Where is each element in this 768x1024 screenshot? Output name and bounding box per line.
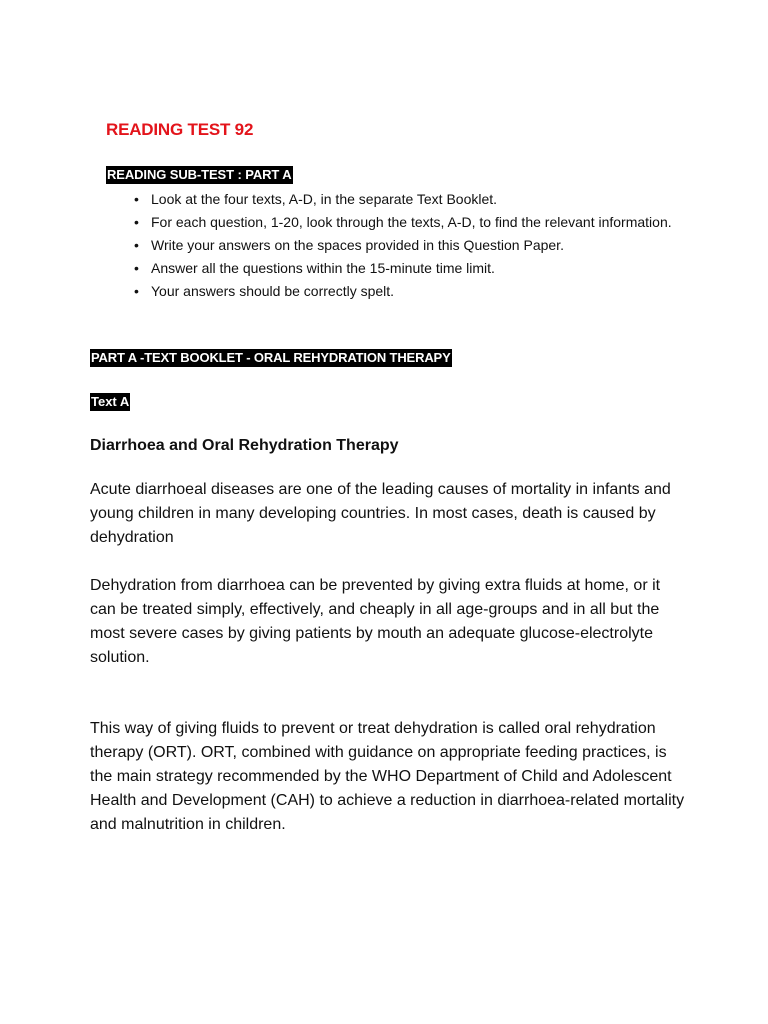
instruction-text: Your answers should be correctly spelt.: [151, 283, 395, 299]
sub-test-label: READING SUB-TEST : PART A: [107, 167, 292, 182]
instruction-text: Write your answers on the spaces provided in this Question Paper.: [151, 237, 564, 253]
list-item: [134, 235, 694, 256]
paragraph: This way of giving fluids to prevent or treat dehydration is called oral rehydration therapy (ORT). ORT, combined with guidance on appropriate feeding practices, is the main strategy recommended by the WHO Department of Child and Adolescent Health and Development (CAH) to achieve a reduction in diarrhoea-related mortality and malnutrition in children.: [90, 720, 685, 833]
bullet-icon: •: [134, 191, 139, 207]
instruction-text: Answer all the questions within the 15-minute time limit.: [151, 260, 495, 276]
list-item: [134, 212, 694, 233]
text-label: Text A: [91, 394, 130, 409]
paragraph: Dehydration from diarrhoea can be prevented by giving extra fluids at home, or it can be treated simply, effectively, and cheaply in all age-groups and in all but the most severe cases by giving patients by mouth an adequate glucose-electrolyte solution.: [90, 577, 661, 666]
bullet-icon: •: [134, 237, 139, 253]
paragraph: Acute diarrhoeal diseases are one of the leading causes of mortality in infants and young children in many developing countries. In most cases, death is caused by dehydration: [90, 481, 671, 546]
instruction-text: Look at the four texts, A-D, in the separate Text Booklet.: [151, 191, 498, 207]
section-heading: Diarrhoea and Oral Rehydration Therapy: [90, 437, 399, 454]
instructions-list: [134, 189, 694, 304]
booklet-label: PART A -TEXT BOOKLET - ORAL REHYDRATION THERAPY: [91, 350, 451, 365]
list-item: [134, 258, 694, 279]
list-item: [134, 281, 694, 302]
bullet-icon: •: [134, 214, 139, 230]
test-title: READING TEST 92: [106, 120, 254, 139]
bullet-icon: •: [134, 283, 139, 299]
list-item: [134, 189, 694, 210]
bullet-icon: •: [134, 260, 139, 276]
instruction-text: For each question, 1-20, look through the texts, A-D, to find the relevant information.: [151, 214, 672, 230]
